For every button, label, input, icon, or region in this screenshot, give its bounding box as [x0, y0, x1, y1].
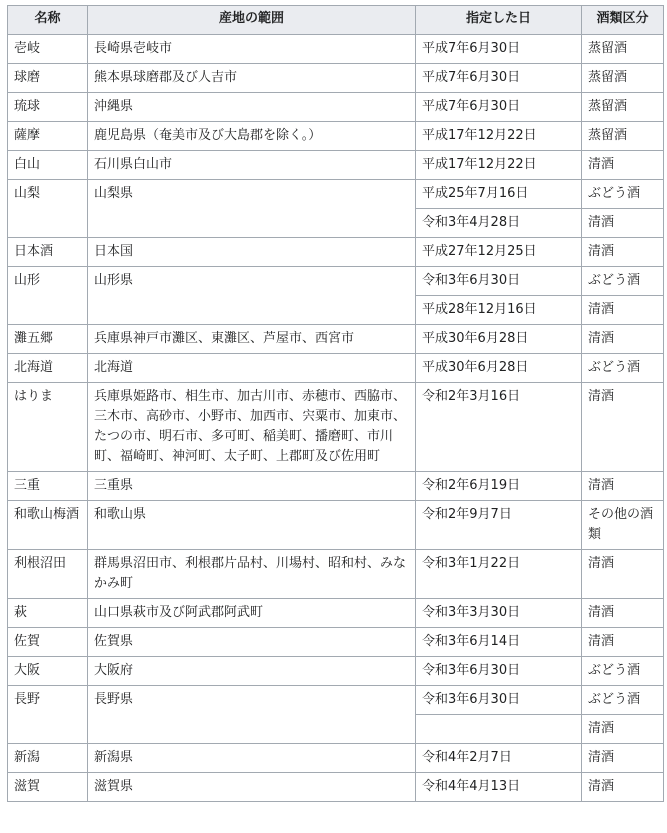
- cell-area: 滋賀県: [88, 773, 416, 802]
- cell-date: 令和3年1月22日: [416, 550, 582, 599]
- cell-name: 壱岐: [8, 35, 88, 64]
- cell-area: 群馬県沼田市、利根郡片品村、川場村、昭和村、みなかみ町: [88, 550, 416, 599]
- cell-category: 清酒: [582, 599, 664, 628]
- table-row: [8, 599, 664, 628]
- cell-area: 兵庫県姫路市、相生市、加古川市、赤穂市、西脇市、三木市、高砂市、小野市、加西市、宍粟市、加東市、たつの市、明石市、多可町、稲美町、播磨町、市川町、福崎町、神河町、太子町、上郡町及び佐用町: [88, 383, 416, 472]
- cell-category: 清酒: [582, 773, 664, 802]
- cell-category: 清酒: [582, 550, 664, 599]
- cell-area: 山口県萩市及び阿武郡阿武町: [88, 599, 416, 628]
- cell-area: 北海道: [88, 354, 416, 383]
- cell-name: はりま: [8, 383, 88, 472]
- cell-name: 薩摩: [8, 122, 88, 151]
- table-row: [8, 180, 664, 209]
- table-row: [8, 686, 664, 715]
- cell-name: 萩: [8, 599, 88, 628]
- cell-area: 日本国: [88, 238, 416, 267]
- cell-name: 利根沼田: [8, 550, 88, 599]
- cell-date: [416, 715, 582, 744]
- cell-date: 令和3年4月28日: [416, 209, 582, 238]
- cell-date: 平成28年12月16日: [416, 296, 582, 325]
- cell-category: その他の酒類: [582, 501, 664, 550]
- cell-category: 清酒: [582, 238, 664, 267]
- cell-date: 令和4年2月7日: [416, 744, 582, 773]
- cell-category: 蒸留酒: [582, 93, 664, 122]
- cell-name: 佐賀: [8, 628, 88, 657]
- cell-date: 平成7年6月30日: [416, 93, 582, 122]
- table-row: [8, 151, 664, 180]
- header-area: 産地の範囲: [88, 6, 416, 35]
- header-row: [8, 6, 664, 35]
- cell-date: 令和2年6月19日: [416, 472, 582, 501]
- cell-area: 兵庫県神戸市灘区、東灘区、芦屋市、西宮市: [88, 325, 416, 354]
- cell-name: 大阪: [8, 657, 88, 686]
- cell-area: 新潟県: [88, 744, 416, 773]
- table-row: [8, 550, 664, 599]
- header-category: 酒類区分: [582, 6, 664, 35]
- cell-name: 琉球: [8, 93, 88, 122]
- cell-date: 令和4年4月13日: [416, 773, 582, 802]
- cell-name: 滋賀: [8, 773, 88, 802]
- cell-category: 清酒: [582, 325, 664, 354]
- table-row: [8, 64, 664, 93]
- cell-category: ぶどう酒: [582, 686, 664, 715]
- cell-category: ぶどう酒: [582, 354, 664, 383]
- cell-date: 平成30年6月28日: [416, 354, 582, 383]
- table-row: [8, 325, 664, 354]
- cell-category: 清酒: [582, 383, 664, 472]
- cell-area: 沖縄県: [88, 93, 416, 122]
- table-body: [8, 35, 664, 802]
- cell-category: ぶどう酒: [582, 657, 664, 686]
- cell-category: 清酒: [582, 628, 664, 657]
- cell-name: 白山: [8, 151, 88, 180]
- cell-name: 球磨: [8, 64, 88, 93]
- cell-name: 山形: [8, 267, 88, 325]
- cell-date: 令和3年3月30日: [416, 599, 582, 628]
- cell-area: 大阪府: [88, 657, 416, 686]
- cell-name: 北海道: [8, 354, 88, 383]
- cell-date: 平成25年7月16日: [416, 180, 582, 209]
- table-row: [8, 744, 664, 773]
- cell-name: 三重: [8, 472, 88, 501]
- table-row: [8, 93, 664, 122]
- cell-category: 蒸留酒: [582, 35, 664, 64]
- cell-category: 清酒: [582, 209, 664, 238]
- cell-name: 新潟: [8, 744, 88, 773]
- table-row: [8, 773, 664, 802]
- cell-date: 平成7年6月30日: [416, 35, 582, 64]
- cell-name: 日本酒: [8, 238, 88, 267]
- cell-category: ぶどう酒: [582, 267, 664, 296]
- cell-category: ぶどう酒: [582, 180, 664, 209]
- gi-table: [7, 5, 664, 802]
- cell-area: 山形県: [88, 267, 416, 325]
- table-row: [8, 267, 664, 296]
- cell-category: 清酒: [582, 296, 664, 325]
- table-row: [8, 122, 664, 151]
- cell-category: 清酒: [582, 472, 664, 501]
- cell-area: 熊本県球磨郡及び人吉市: [88, 64, 416, 93]
- cell-name: 和歌山梅酒: [8, 501, 88, 550]
- cell-date: 令和3年6月14日: [416, 628, 582, 657]
- table-row: [8, 628, 664, 657]
- cell-name: 山梨: [8, 180, 88, 238]
- cell-category: 清酒: [582, 151, 664, 180]
- cell-area: 山梨県: [88, 180, 416, 238]
- cell-area: 三重県: [88, 472, 416, 501]
- cell-area: 長崎県壱岐市: [88, 35, 416, 64]
- cell-area: 長野県: [88, 686, 416, 744]
- cell-area: 佐賀県: [88, 628, 416, 657]
- table-row: [8, 501, 664, 550]
- cell-date: 令和2年3月16日: [416, 383, 582, 472]
- table-row: [8, 383, 664, 472]
- cell-area: 石川県白山市: [88, 151, 416, 180]
- cell-date: 平成17年12月22日: [416, 122, 582, 151]
- cell-name: 長野: [8, 686, 88, 744]
- cell-area: 和歌山県: [88, 501, 416, 550]
- table-row: [8, 472, 664, 501]
- table-row: [8, 35, 664, 64]
- cell-date: 令和3年6月30日: [416, 267, 582, 296]
- cell-date: 平成17年12月22日: [416, 151, 582, 180]
- cell-category: 蒸留酒: [582, 122, 664, 151]
- cell-date: 平成27年12月25日: [416, 238, 582, 267]
- cell-date: 平成30年6月28日: [416, 325, 582, 354]
- cell-area: 鹿児島県（奄美市及び大島郡を除く。）: [88, 122, 416, 151]
- table-row: [8, 238, 664, 267]
- cell-name: 灘五郷: [8, 325, 88, 354]
- cell-category: 清酒: [582, 744, 664, 773]
- cell-category: 清酒: [582, 715, 664, 744]
- cell-category: 蒸留酒: [582, 64, 664, 93]
- cell-date: 令和3年6月30日: [416, 657, 582, 686]
- header-date: 指定した日: [416, 6, 582, 35]
- cell-date: 令和2年9月7日: [416, 501, 582, 550]
- table-row: [8, 354, 664, 383]
- cell-date: 平成7年6月30日: [416, 64, 582, 93]
- table-row: [8, 657, 664, 686]
- cell-date: 令和3年6月30日: [416, 686, 582, 715]
- header-name: 名称: [8, 6, 88, 35]
